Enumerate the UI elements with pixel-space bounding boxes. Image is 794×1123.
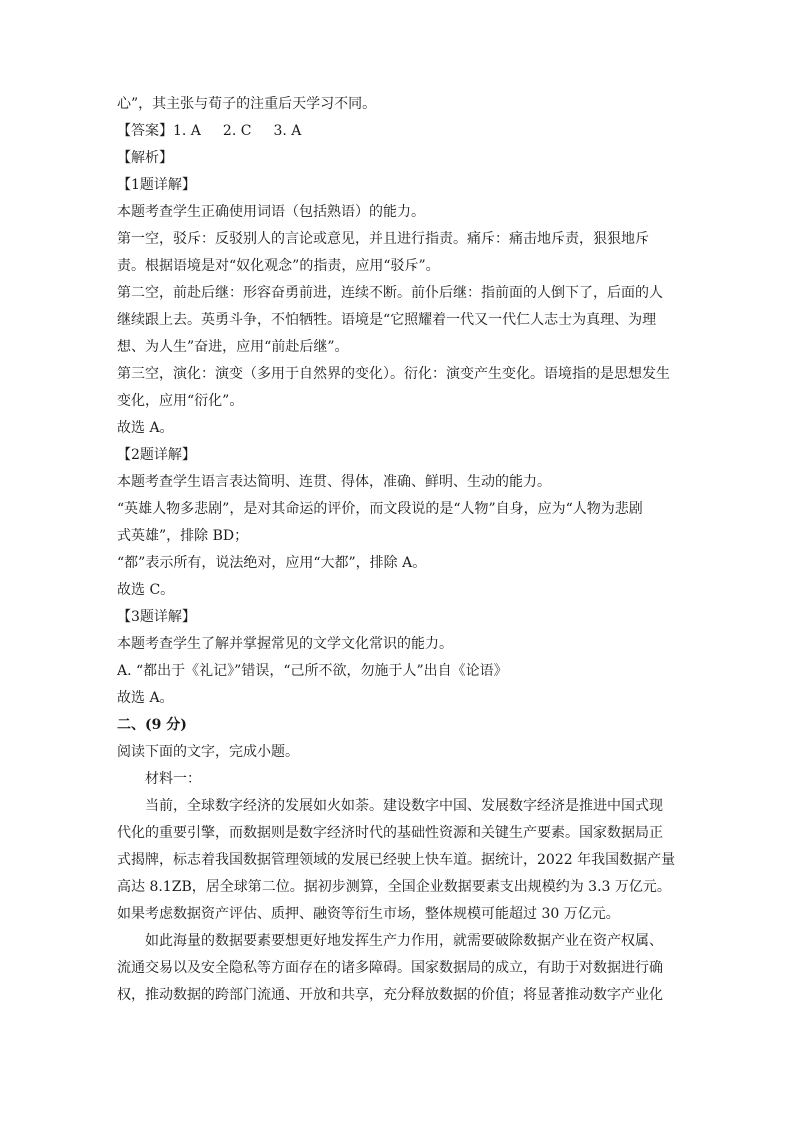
text-line: 第一空，驳斥：反驳别人的言论或意见，并且进行指责。痛斥：痛击地斥责，狠狠地斥 <box>117 231 649 247</box>
document-page <box>117 91 679 1009</box>
material-heading: 材料一： <box>145 771 201 787</box>
paragraph-line: 当前，全球数字经济的发展如火如荼。建设数字中国、发展数字经济是推进中国式现 <box>145 798 663 814</box>
question-2-heading: 【2题详解】 <box>117 447 196 463</box>
text-line: A. “都出于《礼记》”错误，“己所不欲，勿施于人”出自《论语》 <box>117 663 508 679</box>
text-line: 责。根据语境是对“奴化观念”的指责，应用“驳斥”。 <box>117 258 440 274</box>
paragraph-line: 式揭牌，标志着我国数据管理领域的发展已经驶上快车道。据统计，2022 年我国数据产量 <box>117 852 676 868</box>
paragraph-line: 如此海量的数据要素要想更好地发挥生产力作用，就需要破除数据产业在资产权属、 <box>145 933 663 949</box>
paragraph-line: 权，推动数据的跨部门流通、开放和共享，充分释放数据的价值；将显著推动数字产业化 <box>117 987 663 1003</box>
paragraph-line: 流通交易以及安全隐私等方面存在的诸多障碍。国家数据局的成立，有助于对数据进行确 <box>117 960 663 976</box>
text-line: 故选 C。 <box>117 582 175 598</box>
section-two-heading: 二、(9 分) <box>117 717 187 733</box>
text-line: 心”，其主张与荀子的注重后天学习不同。 <box>117 96 377 112</box>
paragraph-line: 如果考虑数据资产评估、质押、融资等衍生市场，整体规模可能超过 30 万亿元。 <box>117 906 620 922</box>
text-line: 本题考查学生了解并掌握常见的文学文化常识的能力。 <box>117 636 453 652</box>
text-line: 第二空，前赴后继：形容奋勇前进，连续不断。前仆后继：指前面的人倒下了，后面的人 <box>117 285 663 301</box>
answer-1: 【答案】1. A <box>117 123 201 139</box>
text-line: 本题考查学生正确使用词语（包括熟语）的能力。 <box>117 204 425 220</box>
text-line: 故选 A。 <box>117 420 174 436</box>
analysis-heading: 【解析】 <box>117 150 173 166</box>
text-line: 变化，应用“衍化”。 <box>117 393 244 409</box>
question-1-heading: 【1题详解】 <box>117 177 196 193</box>
text-line: 想、为人生”奋进，应用“前赴后继”。 <box>117 339 349 355</box>
text-line: 故选 A。 <box>117 690 174 706</box>
answer-line <box>117 118 679 145</box>
text-line: 阅读下面的文字，完成小题。 <box>117 744 299 760</box>
text-line: 第三空，演化：演变（多用于自然界的变化）。衍化：演变产生变化。语境指的是思想发生 <box>117 366 670 382</box>
paragraph-line: 高达 8.1ZB，居全球第二位。据初步测算，全国企业数据要素支出规模约为 3.3 万亿元。 <box>117 879 671 895</box>
answer-2: 2. C <box>222 123 252 139</box>
question-3-heading: 【3题详解】 <box>117 609 196 625</box>
text-line: 继续跟上去。英勇斗争，不怕牺牲。语境是“它照耀着一代又一代仁人志士为真理、为理 <box>117 312 657 328</box>
text-line: 式英雄”，排除 BD； <box>117 528 249 544</box>
text-line: “英雄人物多悲剧”，是对其命运的评价，而文段说的是“人物”自身，应为“人物为悲剧 <box>117 501 643 517</box>
text-line: “都”表示所有，说法绝对，应用“大都”，排除 A。 <box>117 555 427 571</box>
answer-3: 3. A <box>273 123 302 139</box>
paragraph-line: 代化的重要引擎，而数据则是数字经济时代的基础性资源和关键生产要素。国家数据局正 <box>117 825 663 841</box>
text-line: 本题考查学生语言表达简明、连贯、得体，准确、鲜明、生动的能力。 <box>117 474 551 490</box>
